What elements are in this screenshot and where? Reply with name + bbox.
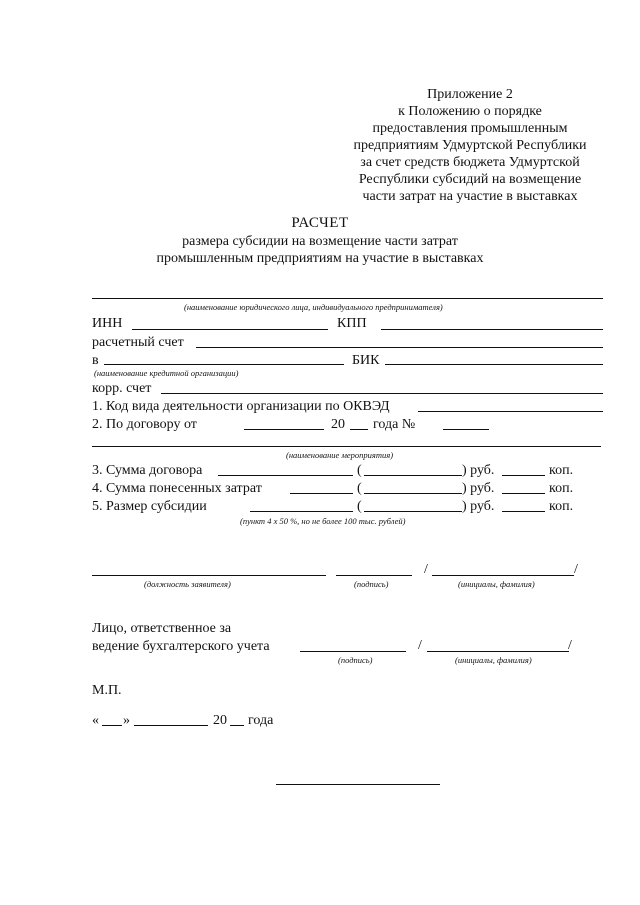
document-title (0, 214, 640, 267)
caption-legal-name: (наименование юридического лица, индивидуального предпринимателя) (184, 302, 443, 312)
appendix-line: Приложение 2 (427, 87, 513, 102)
sum-contract-words-field[interactable] (364, 475, 462, 476)
caption-bank: (наименование кредитной организации) (94, 368, 239, 378)
sum-expenses-kop-field[interactable] (502, 493, 545, 494)
date-month-field[interactable] (134, 725, 208, 726)
kop-label: коп. (549, 481, 574, 496)
slash: / (418, 638, 422, 653)
inn-label: ИНН (92, 316, 123, 331)
rub-label: ) руб. (462, 481, 495, 496)
caption-position: (должность заявителя) (144, 579, 231, 589)
accountant-label: Лицо, ответственное за (92, 621, 232, 636)
caption-initials: (инициалы, фамилия) (455, 655, 532, 665)
accountant-name-field[interactable] (427, 651, 569, 652)
subsidy-label: 5. Размер субсидии (92, 499, 207, 514)
date-day-field[interactable] (102, 725, 122, 726)
bik-field[interactable] (385, 364, 603, 365)
bik-label: БИК (352, 353, 380, 368)
sum-expenses-words-field[interactable] (364, 493, 462, 494)
contract-date-field[interactable] (244, 429, 324, 430)
paren-open: ( (357, 499, 362, 514)
legal-name-line (92, 298, 603, 299)
okved-field[interactable] (418, 411, 603, 412)
sum-contract-label: 3. Сумма договора (92, 463, 203, 478)
applicant-signature-field[interactable] (336, 575, 412, 576)
subsidy-kop-field[interactable] (502, 511, 545, 512)
appendix-line: предприятиям Удмуртской Республики (353, 138, 587, 153)
date-century: 20 (213, 713, 227, 728)
caption-event: (наименование мероприятия) (286, 450, 394, 460)
date-year-field[interactable] (230, 725, 244, 726)
okved-label: 1. Код вида деятельности организации по ОКВЭД (92, 399, 390, 414)
account-field[interactable] (196, 347, 603, 348)
applicant-position-field[interactable] (92, 575, 326, 576)
bottom-separator (276, 784, 440, 785)
title-line: промышленным предприятиям на участие в выставках (156, 251, 484, 266)
date-suffix: года (248, 713, 274, 728)
kpp-field[interactable] (381, 329, 603, 330)
appendix-line: предоставления промышленным (372, 121, 568, 136)
applicant-name-field[interactable] (432, 575, 574, 576)
paren-open: ( (357, 463, 362, 478)
contract-year-field[interactable] (350, 429, 368, 430)
stamp-label: М.П. (92, 683, 122, 698)
sum-contract-kop-field[interactable] (502, 475, 545, 476)
accountant-label: ведение бухгалтерского учета (92, 639, 270, 654)
contract-number-label: года № (373, 417, 416, 432)
appendix-line: части затрат на участие в выставках (362, 189, 578, 204)
paren-open: ( (357, 481, 362, 496)
kpp-label: КПП (337, 316, 367, 331)
title-line: размера субсидии на возмещение части затрат (182, 234, 458, 249)
corr-label: корр. счет (92, 381, 152, 396)
rub-label: ) руб. (462, 499, 495, 514)
subsidy-field[interactable] (250, 511, 353, 512)
sum-contract-field[interactable] (218, 475, 353, 476)
appendix-header (340, 86, 600, 205)
slash: / (568, 638, 572, 653)
account-label: расчетный счет (92, 335, 184, 350)
inn-field[interactable] (132, 329, 328, 330)
appendix-line: за счет средств бюджета Удмуртской (360, 155, 580, 170)
appendix-line: к Положению о порядке (398, 104, 542, 119)
contract-number-field[interactable] (443, 429, 489, 430)
bank-field[interactable] (104, 364, 344, 365)
bank-prefix: в (92, 353, 99, 368)
caption-signature: (подпись) (338, 655, 373, 665)
accountant-signature-field[interactable] (300, 651, 406, 652)
slash: / (574, 562, 578, 577)
kop-label: коп. (549, 463, 574, 478)
sum-expenses-label: 4. Сумма понесенных затрат (92, 481, 262, 496)
subsidy-words-field[interactable] (364, 511, 462, 512)
contract-label: 2. По договору от (92, 417, 197, 432)
event-name-line[interactable] (92, 446, 601, 447)
kop-label: коп. (549, 499, 574, 514)
rub-label: ) руб. (462, 463, 495, 478)
date-quote-close: » (123, 713, 130, 728)
caption-subsidy: (пункт 4 х 50 %, но не более 100 тыс. рублей) (240, 516, 406, 526)
title-main: РАСЧЕТ (291, 215, 349, 231)
slash: / (424, 562, 428, 577)
contract-century: 20 (331, 417, 345, 432)
caption-initials: (инициалы, фамилия) (458, 579, 535, 589)
caption-signature: (подпись) (354, 579, 389, 589)
appendix-line: Республики субсидий на возмещение (358, 172, 582, 187)
corr-field[interactable] (161, 393, 603, 394)
date-quote-open: « (92, 713, 99, 728)
sum-expenses-field[interactable] (290, 493, 353, 494)
